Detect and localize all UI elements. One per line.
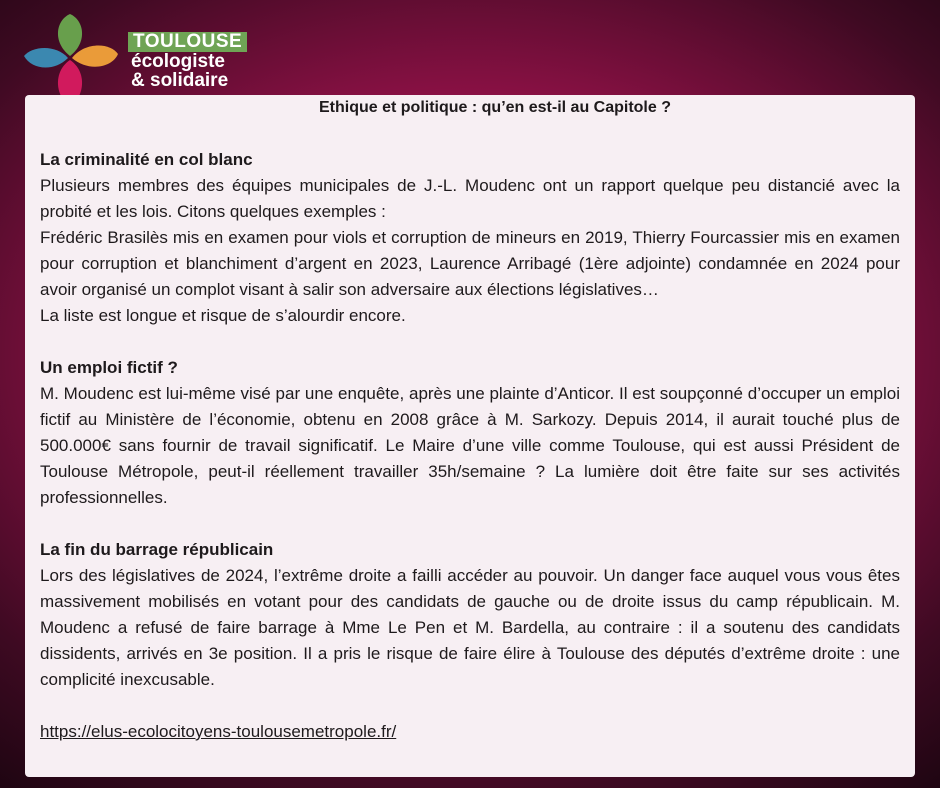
brand-city: TOULOUSE (128, 32, 247, 52)
section-emploi-fictif (40, 355, 900, 511)
website-link[interactable]: https://elus-ecolocitoyens-toulousemetropole.fr/ (40, 722, 397, 741)
content-card (25, 95, 915, 777)
paragraph: La liste est longue et risque de s’alourdir encore. (40, 306, 406, 325)
paragraph: Frédéric Brasilès mis en examen pour viols et corruption de mineurs en 2019, Thierry Fourcassier mis en examen pour corruption et blanchiment d’argent en 2023, Laurence Arribagé (1ère adjointe) condamnée en 2024 pour avoir organisé un complot visant à salir son adversaire aux élections législatives… (40, 228, 900, 299)
section-criminalite (40, 147, 900, 329)
petal-green (58, 14, 82, 56)
section-barrage (40, 537, 900, 693)
paragraph: M. Moudenc est lui-même visé par une enquête, après une plainte d’Anticor. Il est soupçonné d’occuper un emploi fictif au Ministère de l’économie, obtenu en 2008 grâce à M. Sarkozy. Depuis 2014, il aurait touché plus de 500.000€ sans fournir de travail significatif. Le Maire d’une ville comme Toulouse, qui est aussi Président de Toulouse Métropole, peut-il réellement travailler 35h/semaine ? La lumière doit être faite sur ses activités professionnelles. (40, 384, 900, 507)
petal-blue (24, 48, 68, 68)
flower-logo-icon (22, 12, 122, 107)
brand-text (128, 32, 247, 90)
petal-orange (72, 45, 118, 66)
section-heading: La criminalité en col blanc (40, 150, 253, 169)
brand-line-2: & solidaire (131, 70, 229, 91)
section-heading: Un emploi fictif ? (40, 358, 178, 377)
page-title: Ethique et politique : qu’en est-il au Capitole ? (318, 99, 671, 116)
paragraph: Plusieurs membres des équipes municipales de J.-L. Moudenc ont un rapport quelque peu distancié avec la probité et les lois. Citons quelques exemples : (40, 176, 900, 221)
brand-line-1: écologiste (131, 51, 225, 72)
paragraph: Lors des législatives de 2024, l’extrême droite a failli accéder au pouvoir. Un danger face auquel vous vous êtes massivement mobilisés en votant pour des candidats de gauche ou de droite issus du camp républicain. M. Moudenc a refusé de faire barrage à Mme Le Pen et M. Bardella, au contraire : il a soutenu des candidats dissidents, arrivés en 3e position. Il a pris le risque de faire élire à Toulouse des députés d’extrême droite : une complicité inexcusable. (40, 566, 900, 689)
logo (22, 12, 252, 107)
section-heading: La fin du barrage républicain (40, 540, 274, 559)
